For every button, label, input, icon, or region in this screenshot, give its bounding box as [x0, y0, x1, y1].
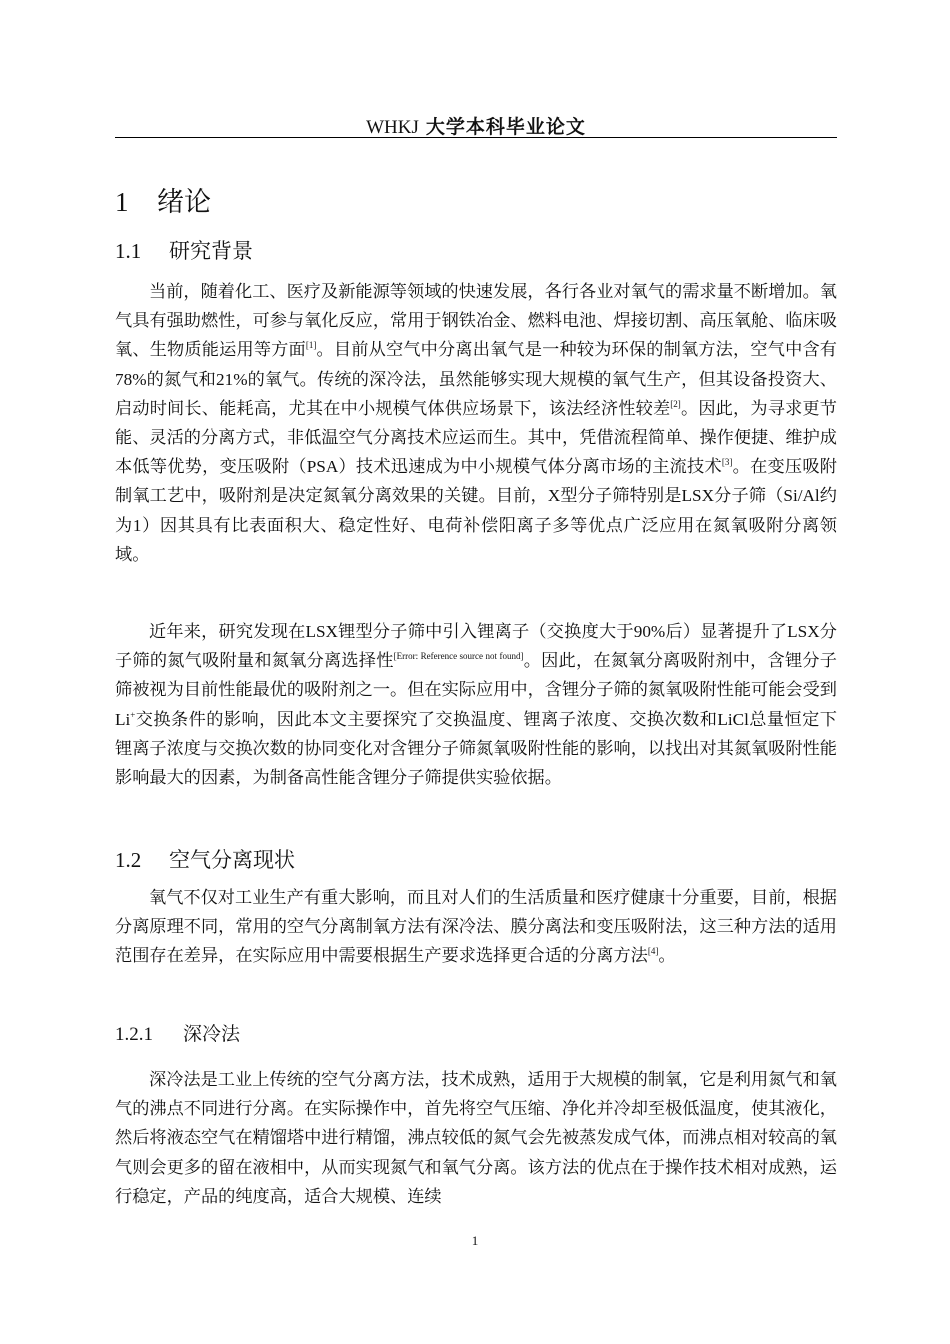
- text-run: 。目前从空气中分离出氧气是一种较为环保的制氧方法，空气中含有78%的氮气和21%的氧气。传统的深冷法，虽然能够实现大规模的氧气生产，但其设备投资大、启动时间长、能耗高，尤其在中小规模气体供应场景下，该法经济性较差: [115, 340, 837, 418]
- text-run: 。在变压吸附制氧工艺中，吸附剂是决定氮氧分离效果的关键。目前，X型分子筛特别是LSX分子筛（Si/Al约为1）因其具有比表面积大、稳定性好、电荷补偿阳离子多等优点广泛应用在氮氧吸附分离领域。: [115, 457, 837, 564]
- citation-ref: [2]: [670, 398, 681, 409]
- subsection-heading-1-2-1: [115, 1020, 240, 1049]
- citation-error-ref: [Error: Reference source not found]: [393, 651, 524, 662]
- section-title: 研究背景: [169, 239, 253, 263]
- paragraph-air-separation: [115, 883, 837, 971]
- header-school: WHKJ: [366, 117, 419, 138]
- text-run: 。因此，为寻求更节能、灵活的分离方式，非低温空气分离技术应运而生。其中，凭借流程简单、操作便捷、维护成本低等优势，变压吸附（PSA）技术迅速成为中小规模气体分离市场的主流技术: [115, 398, 837, 477]
- paragraph-cryogenic: 深冷法是工业上传统的空气分离方法，技术成熟，适用于大规模的制氧，它是利用氮气和氧气的沸点不同进行分离。在实际操作中，首先将空气压缩、净化并冷却至极低温度，使其液化，然后将液态空气在精馏塔中进行精馏，沸点较低的氮气会先被蒸发成气体，而沸点相对较高的氧气则会更多的留在液相中，从而实现氮气和氧气分离。该方法的优点在于操作技术相对成熟，运行稳定，产品的纯度高，适合大规模、连续: [115, 1070, 837, 1206]
- chapter-heading: [115, 183, 211, 222]
- section-number: 1.2: [115, 848, 142, 872]
- section-title: 空气分离现状: [169, 848, 295, 872]
- citation-ref: [1]: [305, 340, 317, 351]
- header-rule: [115, 137, 837, 138]
- running-header: [115, 112, 837, 139]
- ion-charge-superscript: +: [130, 709, 136, 720]
- text-run: 。因此，在氮氧分离吸附剂中，含锂分子筛被视为目前性能最优的吸附剂之一。但在实际应用中，含锂分子筛的氮氧吸附性能可能会受到Li: [115, 651, 837, 729]
- page-number: 1: [471, 1233, 479, 1248]
- text-run: 交换条件的影响，因此本文主要探究了交换温度、锂离子浓度、交换次数和LiCl总量恒定下锂离子浓度与交换次数的协同变化对含锂分子筛氮氧吸附性能的影响，以找出对其氮氧吸附性能影响最大的因素，为制备高性能含锂分子筛提供实验依据。: [115, 709, 837, 788]
- chapter-number: 1: [115, 187, 129, 217]
- paragraph-background-1: [115, 277, 837, 569]
- text-run: 近年来，研究发现在LSX锂型分子筛中引入锂离子（交换度大于90%后）显著提升了LSX分子筛的氮气吸附量和氮氧分离选择性: [115, 622, 837, 671]
- section-heading-1-2: [115, 845, 295, 875]
- subsection-number: 1.2.1: [115, 1024, 153, 1045]
- text-run: 。: [658, 946, 676, 966]
- section-heading-1-1: [115, 236, 253, 266]
- section-number: 1.1: [115, 239, 142, 263]
- subsection-title: 深冷法: [183, 1023, 241, 1045]
- text-run: 当前，随着化工、医疗及新能源等领域的快速发展，各行各业对氧气的需求量不断增加。氧气具有强助燃性，可参与氧化反应，常用于钢铁冶金、燃料电池、焊接切割、高压氧舱、临床吸氧、生物质能运用等方面: [115, 282, 837, 360]
- citation-ref: [3]: [721, 457, 733, 468]
- text-run: 氧气不仅对工业生产有重大影响，而且对人们的生活质量和医疗健康十分重要，目前，根据分离原理不同，常用的空气分离制氧方法有深冷法、膜分离法和变压吸附法，这三种方法的适用范围存在差异，在实际应用中需要根据生产要求选择更合适的分离方法: [115, 888, 837, 966]
- paragraph-background-2: [115, 617, 837, 792]
- header-title: 大学本科毕业论文: [425, 116, 586, 138]
- citation-ref: [4]: [647, 946, 659, 957]
- chapter-title: 绪论: [157, 187, 211, 218]
